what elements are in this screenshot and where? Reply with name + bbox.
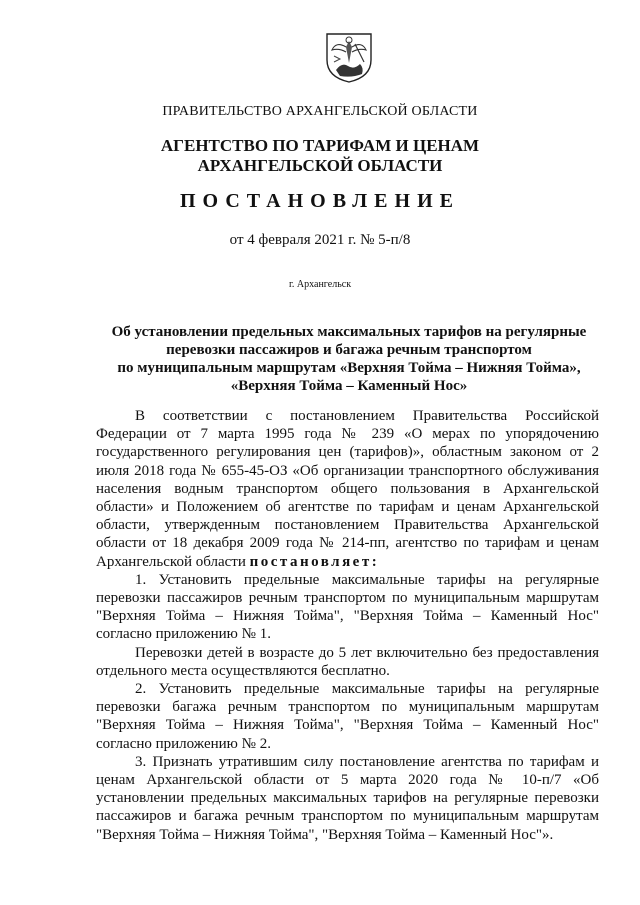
preamble-paragraph <box>96 407 599 571</box>
item-1-paragraph: 1. Установить предельные максимальные тарифы на регулярные перевозки пассажиров речным транспортом по муниципальным маршрутам "Верхняя Тойма – Нижняя Тойма", "Верхняя Тойма – Каменный Нос" согласно приложению № 1. <box>96 571 599 643</box>
title-line1: Об установлении предельных максимальных тарифов на регулярные <box>111 324 587 340</box>
arkhangelsk-coat-of-arms-icon <box>322 32 376 84</box>
item-2-paragraph: 2. Установить предельные максимальные тарифы на регулярные перевозки багажа речным транспортом по муниципальным маршрутам "Верхняя Тойма – Нижняя Тойма", "Верхняя Тойма – Каменный Нос" согласно приложению № 2. <box>96 681 599 752</box>
decrees-word: постановляет: <box>249 553 380 570</box>
preamble-text: В соответствии с постановлением Правительства Российской Федерации от 7 марта 1995 года № 239 «О мерах по упорядочению государственного регулирования цен (тарифов)», областным законом от 2 июля 2018 года № 655-45-ОЗ «Об организации транспортного обслуживания населения водным транспортом общего пользования в Архангельской области» и Положением об агентстве по тарифам и ценам Архангельской области, утвержденным постановлением Правительства Архангельской области от 18 декабря 2009 года № 214-пп, агентство по тарифам и ценам Архангельской области <box>96 408 599 570</box>
agency-name-line2: АРХАНГЕЛЬСКОЙ ОБЛАСТИ <box>197 156 443 175</box>
item-3-paragraph: 3. Признать утратившим силу постановление агентства по тарифам и ценам Архангельской области от 5 марта 2020 года № 10-п/7 «Об установлении предельных максимальных тарифов на регулярные перевозки пассажиров и багажа речным транспортом по муниципальным маршрутам "Верхняя Тойма – Нижняя Тойма", "Верхняя Тойма – Каменный Нос"». <box>96 753 599 843</box>
government-name: ПРАВИТЕЛЬСТВО АРХАНГЕЛЬСКОЙ ОБЛАСТИ <box>162 104 478 119</box>
title-line2: перевозки пассажиров и багажа речным транспортом <box>166 342 532 358</box>
document-title <box>100 323 598 395</box>
document-type: ПОСТАНОВЛЕНИЕ <box>180 190 460 212</box>
title-line3: по муниципальным маршрутам «Верхняя Тойма – Нижняя Тойма», <box>117 360 581 376</box>
item-1-note-paragraph: Перевозки детей в возрасте до 5 лет включительно без предоставления отдельного места осуществляются бесплатно. <box>96 644 599 679</box>
document-body <box>96 407 599 844</box>
title-line4: «Верхняя Тойма – Каменный Нос» <box>230 378 468 394</box>
document-date-number: от 4 февраля 2021 г. № 5-п/8 <box>229 232 411 248</box>
document-city: г. Архангельск <box>288 279 352 290</box>
agency-name-line1: АГЕНТСТВО ПО ТАРИФАМ И ЦЕНАМ <box>160 136 480 155</box>
agency-name <box>0 136 640 176</box>
